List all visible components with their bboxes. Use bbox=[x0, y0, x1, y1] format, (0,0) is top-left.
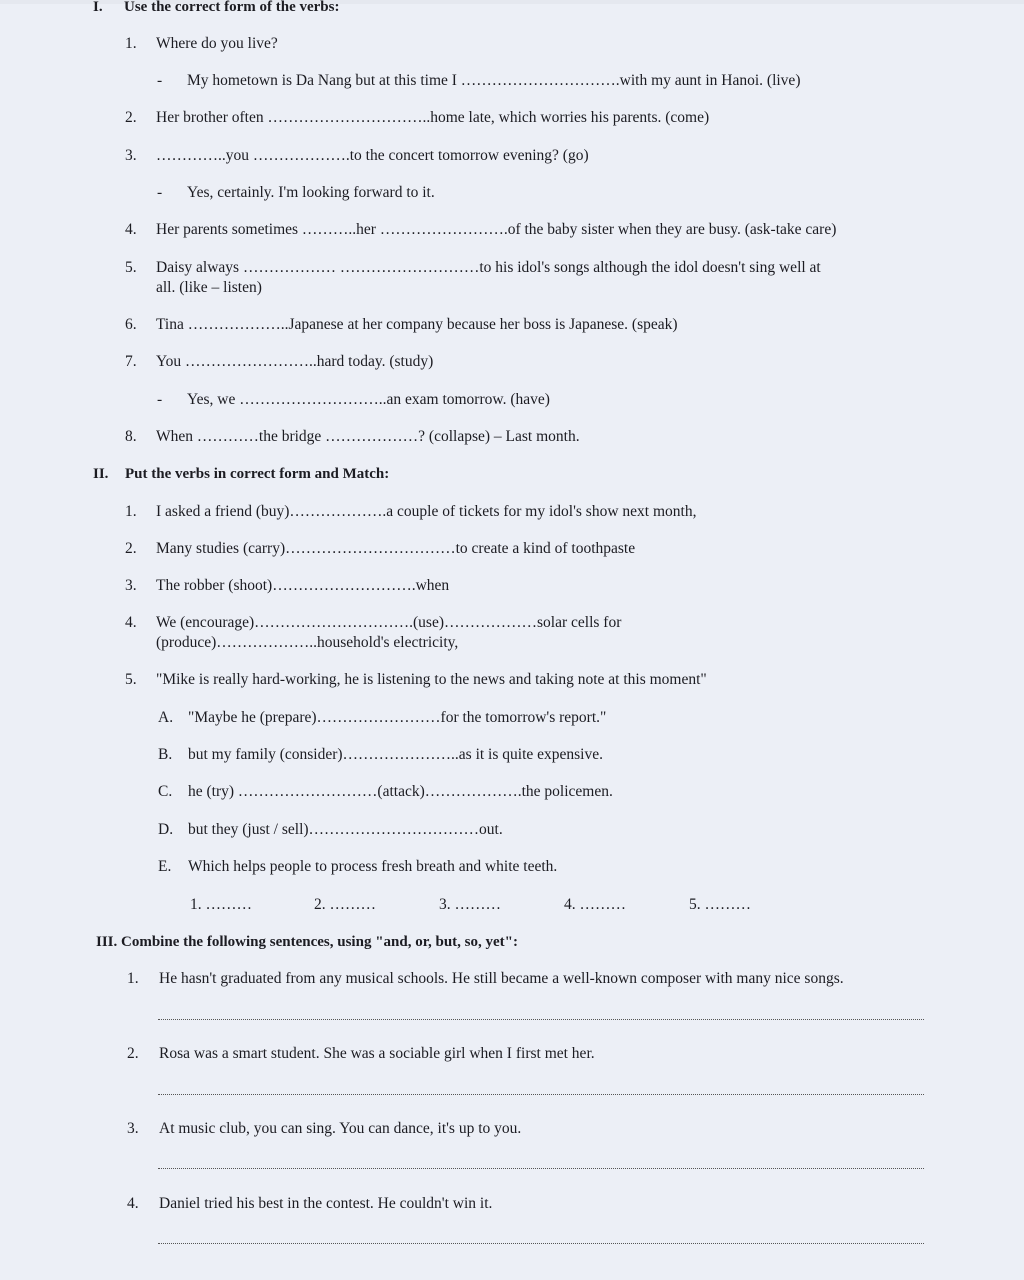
item-text: Yes, we ………………………..an exam tomorrow. (have) bbox=[187, 391, 550, 408]
option-text: he (try) ………………………(attack)……………….the policemen. bbox=[188, 783, 613, 800]
item-text: Many studies (carry)……………………………to create a kind of toothpaste bbox=[156, 540, 636, 557]
answer-slot-5[interactable]: 5. ……… bbox=[689, 896, 751, 913]
item-text: My hometown is Da Nang but at this time I ………………………….with my aunt in Hanoi. (live) bbox=[187, 72, 801, 89]
item-text: When …………the bridge ………………? (collapse) – Last month. bbox=[156, 428, 580, 445]
section1-heading: Use the correct form of the verbs: bbox=[124, 0, 340, 15]
answer-line[interactable] bbox=[158, 1018, 924, 1020]
item-number: 1. bbox=[127, 970, 139, 987]
item-number: 4. bbox=[127, 1195, 139, 1212]
answer-line[interactable] bbox=[158, 1242, 924, 1244]
item-number: 5. bbox=[125, 671, 137, 688]
item-text: We (encourage)………………………….(use)………………solar cells for bbox=[156, 614, 622, 631]
item-text: At music club, you can sing. You can dance, it's up to you. bbox=[159, 1120, 522, 1137]
item-number: 1. bbox=[125, 35, 137, 52]
item-text: Where do you live? bbox=[156, 35, 278, 52]
option-text: Which helps people to process fresh breath and white teeth. bbox=[188, 858, 558, 875]
item-text: Tina ………………..Japanese at her company because her boss is Japanese. (speak) bbox=[156, 316, 678, 333]
item-text-continued: (produce)………………..household's electricity, bbox=[156, 634, 459, 651]
item-text: You ……………………..hard today. (study) bbox=[156, 353, 434, 370]
answer-slot-3[interactable]: 3. ……… bbox=[439, 896, 501, 913]
item-number: 5. bbox=[125, 259, 137, 276]
item-text: I asked a friend (buy)……………….a couple of tickets for my idol's show next month, bbox=[156, 503, 697, 520]
item-text-continued: all. (like – listen) bbox=[156, 279, 262, 296]
answer-line[interactable] bbox=[158, 1093, 924, 1095]
option-letter: B. bbox=[158, 746, 173, 763]
option-text: "Maybe he (prepare)……………………for the tomorrow's report." bbox=[188, 709, 607, 726]
section1-number: I. bbox=[93, 0, 103, 15]
item-text: Her brother often …………………………..home late, which worries his parents. (come) bbox=[156, 109, 710, 126]
dash: - bbox=[157, 184, 163, 201]
item-number: 4. bbox=[125, 221, 137, 238]
item-text: The robber (shoot)……………………….when bbox=[156, 577, 450, 594]
option-letter: E. bbox=[158, 858, 172, 875]
item-text: Daniel tried his best in the contest. He couldn't win it. bbox=[159, 1195, 493, 1212]
answer-slot-4[interactable]: 4. ……… bbox=[564, 896, 626, 913]
item-number: 3. bbox=[125, 577, 137, 594]
dash: - bbox=[157, 72, 163, 89]
item-number: 6. bbox=[125, 316, 137, 333]
item-text: He hasn't graduated from any musical schools. He still became a well-known composer with many nice songs. bbox=[159, 970, 844, 987]
item-number: 8. bbox=[125, 428, 137, 445]
item-text: Rosa was a smart student. She was a sociable girl when I first met her. bbox=[159, 1045, 595, 1062]
item-text: Her parents sometimes ………..her …………………….of the baby sister when they are busy. (ask-take care) bbox=[156, 221, 837, 238]
option-letter: C. bbox=[158, 783, 173, 800]
option-letter: A. bbox=[158, 709, 174, 726]
option-text: but they (just / sell)……………………………out. bbox=[188, 821, 503, 838]
item-number: 3. bbox=[125, 147, 137, 164]
item-number: 3. bbox=[127, 1120, 139, 1137]
item-number: 1. bbox=[125, 503, 137, 520]
section2-heading: Put the verbs in correct form and Match: bbox=[125, 466, 390, 482]
option-text: but my family (consider)…………………..as it is quite expensive. bbox=[188, 746, 603, 763]
section3-heading: III. Combine the following sentences, using "and, or, but, so, yet": bbox=[96, 934, 518, 950]
answer-slot-2[interactable]: 2. ……… bbox=[314, 896, 376, 913]
answer-slot-1[interactable]: 1. ……… bbox=[190, 896, 252, 913]
option-letter: D. bbox=[158, 821, 174, 838]
item-text: …………..you ……………….to the concert tomorrow evening? (go) bbox=[156, 147, 589, 164]
dash: - bbox=[157, 391, 163, 408]
item-text: "Mike is really hard-working, he is listening to the news and taking note at this moment" bbox=[156, 671, 707, 688]
answer-line[interactable] bbox=[158, 1167, 924, 1169]
section2-number: II. bbox=[93, 466, 109, 482]
item-number: 2. bbox=[125, 540, 137, 557]
item-number: 4. bbox=[125, 614, 137, 631]
item-text: Yes, certainly. I'm looking forward to it. bbox=[187, 184, 435, 201]
item-text: Daisy always ……………… ………………………to his idol's songs although the idol doesn't sing well at bbox=[156, 259, 821, 276]
item-number: 2. bbox=[125, 109, 137, 126]
item-number: 7. bbox=[125, 353, 137, 370]
item-number: 2. bbox=[127, 1045, 139, 1062]
